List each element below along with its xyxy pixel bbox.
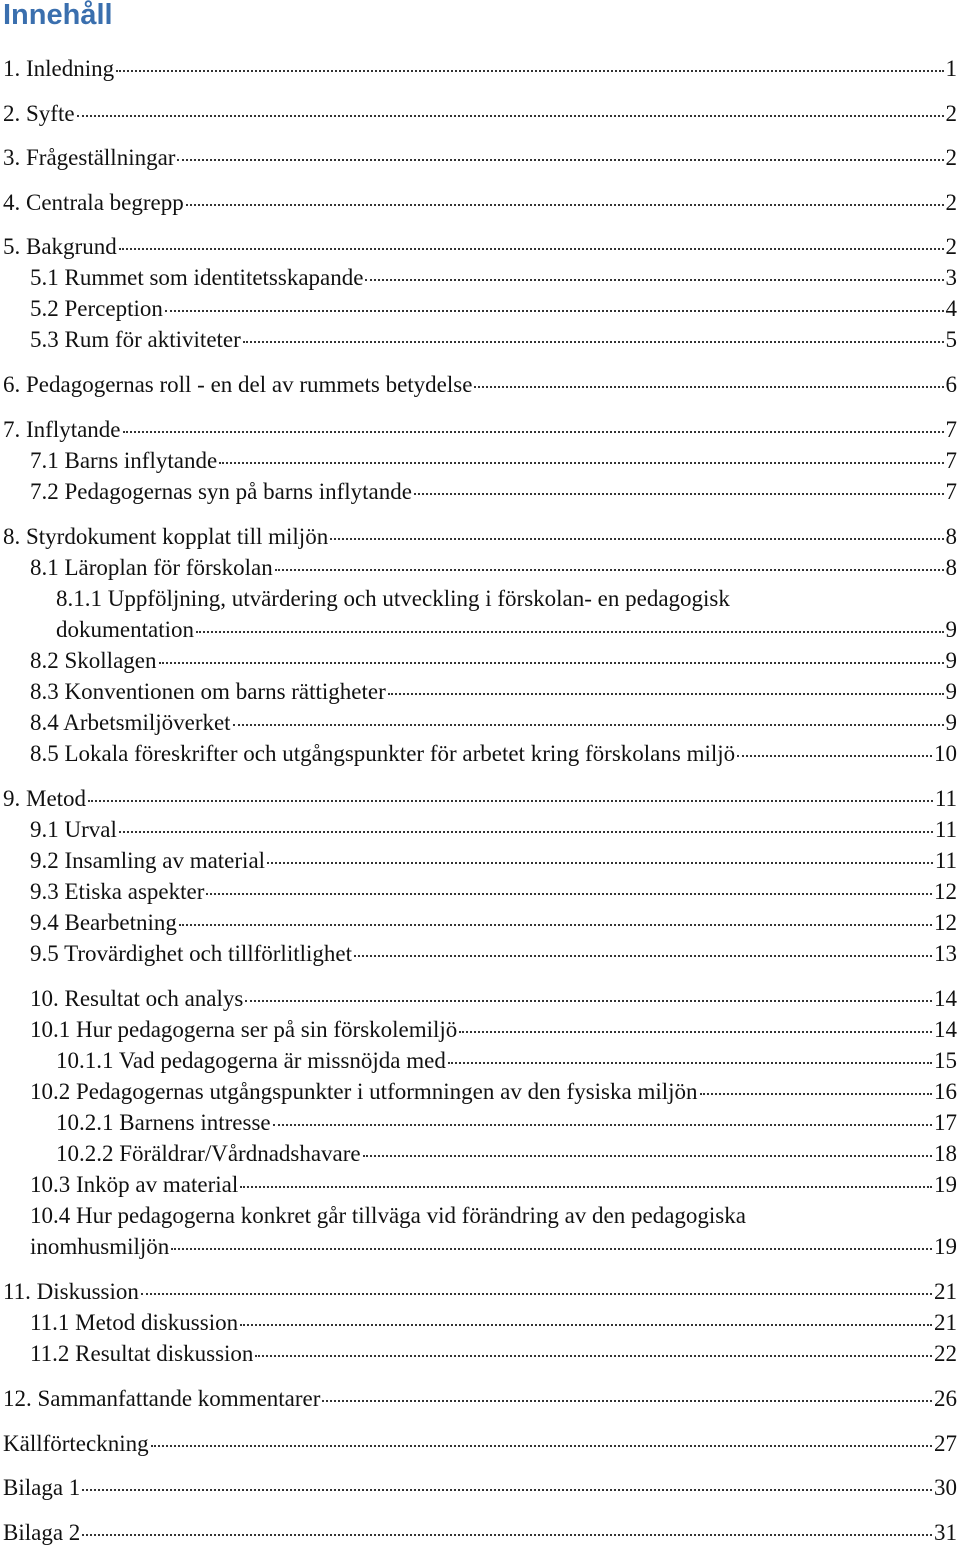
toc-entry-page-number: 14 (934, 986, 957, 1011)
toc-entry-page-number: 9 (945, 617, 957, 642)
toc-entry-page-number: 26 (934, 1386, 957, 1411)
dot-leader (363, 1155, 932, 1157)
toc-entry[interactable] (30, 1171, 957, 1198)
toc-entry[interactable] (3, 1278, 957, 1305)
toc-entry[interactable] (30, 940, 957, 967)
toc-entry-page-number: 16 (934, 1079, 957, 1104)
toc-entry-label: 8.1 Läroplan för förskolan (30, 555, 273, 580)
dot-leader (459, 1031, 932, 1033)
dot-leader (275, 569, 944, 571)
dot-leader (233, 724, 944, 726)
toc-entry-label: Bilaga 2 (3, 1520, 81, 1545)
toc-entry[interactable] (30, 1309, 957, 1336)
dot-leader (267, 862, 933, 864)
toc-entry-page-number: 2 (945, 101, 957, 126)
toc-entry-label: 8.4 Arbetsmiljöverket (30, 710, 231, 735)
dot-leader (141, 1293, 932, 1295)
toc-entry-label: 10.2.1 Barnens intresse (56, 1110, 271, 1135)
toc-entry-label: 10.2.2 Föräldrar/Vårdnadshavare (56, 1141, 361, 1166)
dot-leader (151, 1445, 932, 1447)
dot-leader (165, 310, 944, 312)
dot-leader (179, 924, 932, 926)
dot-leader (388, 693, 944, 695)
toc-entry[interactable] (30, 1340, 957, 1367)
toc-title: Innehåll (3, 0, 113, 31)
toc-entry-page-number: 21 (934, 1279, 957, 1304)
toc-entry[interactable] (30, 326, 957, 353)
toc-entry[interactable] (30, 295, 957, 322)
toc-entry-label: 8.1.1 Uppföljning, utvärdering och utveckling i förskolan- en pedagogisk (56, 586, 730, 611)
toc-entry-label: 11.2 Resultat diskussion (30, 1341, 254, 1366)
toc-entry-label: 8.3 Konventionen om barns rättigheter (30, 679, 386, 704)
dot-leader (119, 831, 933, 833)
toc-entry[interactable] (3, 1430, 957, 1457)
toc-entry-page-number: 7 (945, 479, 957, 504)
toc-entry-page-number: 11 (934, 817, 957, 842)
toc-entry-page-number: 12 (934, 910, 957, 935)
toc-entry-page-number: 18 (934, 1141, 957, 1166)
dot-leader (245, 1000, 932, 1002)
toc-entry-label: 9.2 Insamling av material (30, 848, 266, 873)
toc-entry-page-number: 15 (934, 1048, 957, 1073)
toc-entry-label-continued: dokumentation (56, 617, 194, 642)
toc-entry-page-number: 31 (934, 1520, 957, 1545)
toc-entry-page-number: 3 (945, 265, 957, 290)
toc-entry-label: 8.5 Lokala föreskrifter och utgångspunkter för arbetet kring förskolans miljö (30, 741, 736, 766)
toc-entry-label: 1. Inledning (3, 56, 115, 81)
dot-leader (219, 462, 943, 464)
toc-entry-label: 7.2 Pedagogernas syn på barns inflytande (30, 479, 412, 504)
toc-entry-label: 5.3 Rum för aktiviteter (30, 327, 241, 352)
toc-entry-label: 9.1 Urval (30, 817, 117, 842)
toc-entry[interactable] (3, 1519, 957, 1546)
toc-entry[interactable] (3, 523, 957, 550)
toc-entry[interactable] (56, 1047, 957, 1074)
toc-entry-label: 8. Styrdokument kopplat till miljön (3, 524, 329, 549)
toc-entry[interactable] (56, 1109, 957, 1136)
toc-entry[interactable] (30, 554, 957, 581)
toc-entry[interactable] (56, 1140, 957, 1167)
toc-entry-page-number: 12 (934, 879, 957, 904)
toc-entry[interactable] (56, 586, 957, 643)
dot-leader (737, 755, 932, 757)
toc-entry-page-number: 21 (934, 1310, 957, 1335)
toc-entry-page-number: 6 (945, 372, 957, 397)
dot-leader (700, 1093, 932, 1095)
toc-entry-label: 10.3 Inköp av material (30, 1172, 239, 1197)
toc-entry[interactable] (3, 55, 957, 82)
dot-leader (240, 1186, 932, 1188)
toc-entry-page-number: 13 (934, 941, 957, 966)
toc-entry[interactable] (3, 189, 957, 216)
toc-entry[interactable] (30, 909, 957, 936)
dot-leader (240, 1324, 932, 1326)
toc-entry-label: Bilaga 1 (3, 1475, 81, 1500)
toc-entry[interactable] (30, 878, 957, 905)
toc-entry[interactable] (30, 1078, 957, 1105)
toc-entry-page-number: 8 (945, 524, 957, 549)
toc-entry-page-number: 9 (945, 648, 957, 673)
toc-entry-label: 11. Diskussion (3, 1279, 139, 1304)
toc-entry-page-number: 9 (945, 679, 957, 704)
toc-entry[interactable] (3, 416, 957, 443)
toc-entry-page-number: 22 (934, 1341, 957, 1366)
toc-entry[interactable] (30, 1016, 957, 1043)
toc-entry[interactable] (30, 816, 957, 843)
toc-entry[interactable] (30, 740, 957, 767)
dot-leader (116, 70, 943, 72)
toc-entry[interactable] (3, 1474, 957, 1501)
dot-leader (448, 1062, 932, 1064)
toc-entry-label: 9.5 Trovärdighet och tillförlitlighet (30, 941, 352, 966)
toc-entry-page-number: 30 (934, 1475, 957, 1500)
dot-leader (177, 159, 943, 161)
dot-leader (186, 204, 944, 206)
toc-entry[interactable] (3, 100, 957, 127)
toc-entry-label: Källförteckning (3, 1431, 149, 1456)
dot-leader (414, 493, 944, 495)
toc-entry-label: 10.4 Hur pedagogerna konkret går tillväga vid förändring av den pedagogiska (30, 1203, 746, 1228)
dot-leader (196, 631, 944, 633)
toc-entry-label: 8.2 Skollagen (30, 648, 157, 673)
toc-entry-page-number: 8 (945, 555, 957, 580)
dot-leader (354, 955, 932, 957)
dot-leader (255, 1355, 932, 1357)
toc-entry-label: 7.1 Barns inflytande (30, 448, 218, 473)
dot-leader (171, 1248, 932, 1250)
toc-entry-label: 11.1 Metod diskussion (30, 1310, 239, 1335)
toc-entry[interactable] (3, 785, 957, 812)
dot-leader (243, 341, 944, 343)
dot-leader (77, 115, 944, 117)
toc-entry-page-number: 9 (945, 710, 957, 735)
dot-leader (88, 800, 933, 802)
toc-entry-label: 6. Pedagogernas roll - en del av rummets betydelse (3, 372, 473, 397)
toc-entry-page-number: 10 (934, 741, 957, 766)
toc-entry-page-number: 1 (945, 56, 957, 81)
toc-entry-label: 5.2 Perception (30, 296, 163, 321)
dot-leader (206, 893, 932, 895)
toc-entry[interactable] (30, 478, 957, 505)
toc-entry-label: 10. Resultat och analys (30, 986, 244, 1011)
toc-entry[interactable] (30, 264, 957, 291)
toc-entry-label: 4. Centrala begrepp (3, 190, 184, 215)
toc-entry[interactable] (30, 985, 957, 1012)
toc-entry[interactable] (30, 709, 957, 736)
toc-entry-label: 3. Frågeställningar (3, 145, 176, 170)
toc-entry-page-number: 2 (945, 190, 957, 215)
toc-entry[interactable] (30, 847, 957, 874)
dot-leader (273, 1124, 932, 1126)
dot-leader (365, 279, 943, 281)
dot-leader (159, 662, 944, 664)
dot-leader (82, 1489, 932, 1491)
toc-entry[interactable] (30, 1203, 957, 1260)
toc-entry[interactable] (3, 371, 957, 398)
toc-entry-page-number: 19 (934, 1172, 957, 1197)
toc-entry-label: 12. Sammanfattande kommentarer (3, 1386, 321, 1411)
toc-entry[interactable] (3, 144, 957, 171)
toc-entry-page-number: 5 (945, 327, 957, 352)
toc-entry-page-number: 17 (934, 1110, 957, 1135)
toc-entry-label: 7. Inflytande (3, 417, 121, 442)
dot-leader (82, 1534, 932, 1536)
toc-entry-page-number: 11 (934, 848, 957, 873)
toc-entry-label: 10.1.1 Vad pedagogerna är missnöjda med (56, 1048, 446, 1073)
toc-entry-label: 5.1 Rummet som identitetsskapande (30, 265, 364, 290)
toc-entry-page-number: 2 (945, 145, 957, 170)
toc-entry[interactable] (3, 233, 957, 260)
toc-entry[interactable] (30, 678, 957, 705)
toc-entry-label: 9.4 Bearbetning (30, 910, 177, 935)
dot-leader (123, 431, 944, 433)
toc-entry-label: 9. Metod (3, 786, 87, 811)
toc-entry[interactable] (30, 647, 957, 674)
toc-entry-page-number: 7 (945, 448, 957, 473)
dot-leader (322, 1400, 932, 1402)
toc-entry-page-number: 27 (934, 1431, 957, 1456)
dot-leader (119, 248, 944, 250)
toc-entry-label: 5. Bakgrund (3, 234, 117, 259)
toc-entry-page-number: 2 (945, 234, 957, 259)
toc-entry-page-number: 11 (934, 786, 957, 811)
toc-entry-page-number: 7 (945, 417, 957, 442)
dot-leader (474, 386, 943, 388)
toc-entry-page-number: 14 (934, 1017, 957, 1042)
toc-entry-label: 9.3 Etiska aspekter (30, 879, 205, 904)
dot-leader (330, 538, 943, 540)
toc-entry[interactable] (30, 447, 957, 474)
toc-entry-label: 2. Syfte (3, 101, 75, 126)
toc-entry-label: 10.2 Pedagogernas utgångspunkter i utformningen av den fysiska miljön (30, 1079, 698, 1104)
toc-entry-page-number: 4 (945, 296, 957, 321)
toc-entry-page-number: 19 (934, 1234, 957, 1259)
toc-entry[interactable] (3, 1385, 957, 1412)
toc-entry-label: 10.1 Hur pedagogerna ser på sin förskolemiljö (30, 1017, 458, 1042)
toc-entry-label-continued: inomhusmiljön (30, 1234, 170, 1259)
